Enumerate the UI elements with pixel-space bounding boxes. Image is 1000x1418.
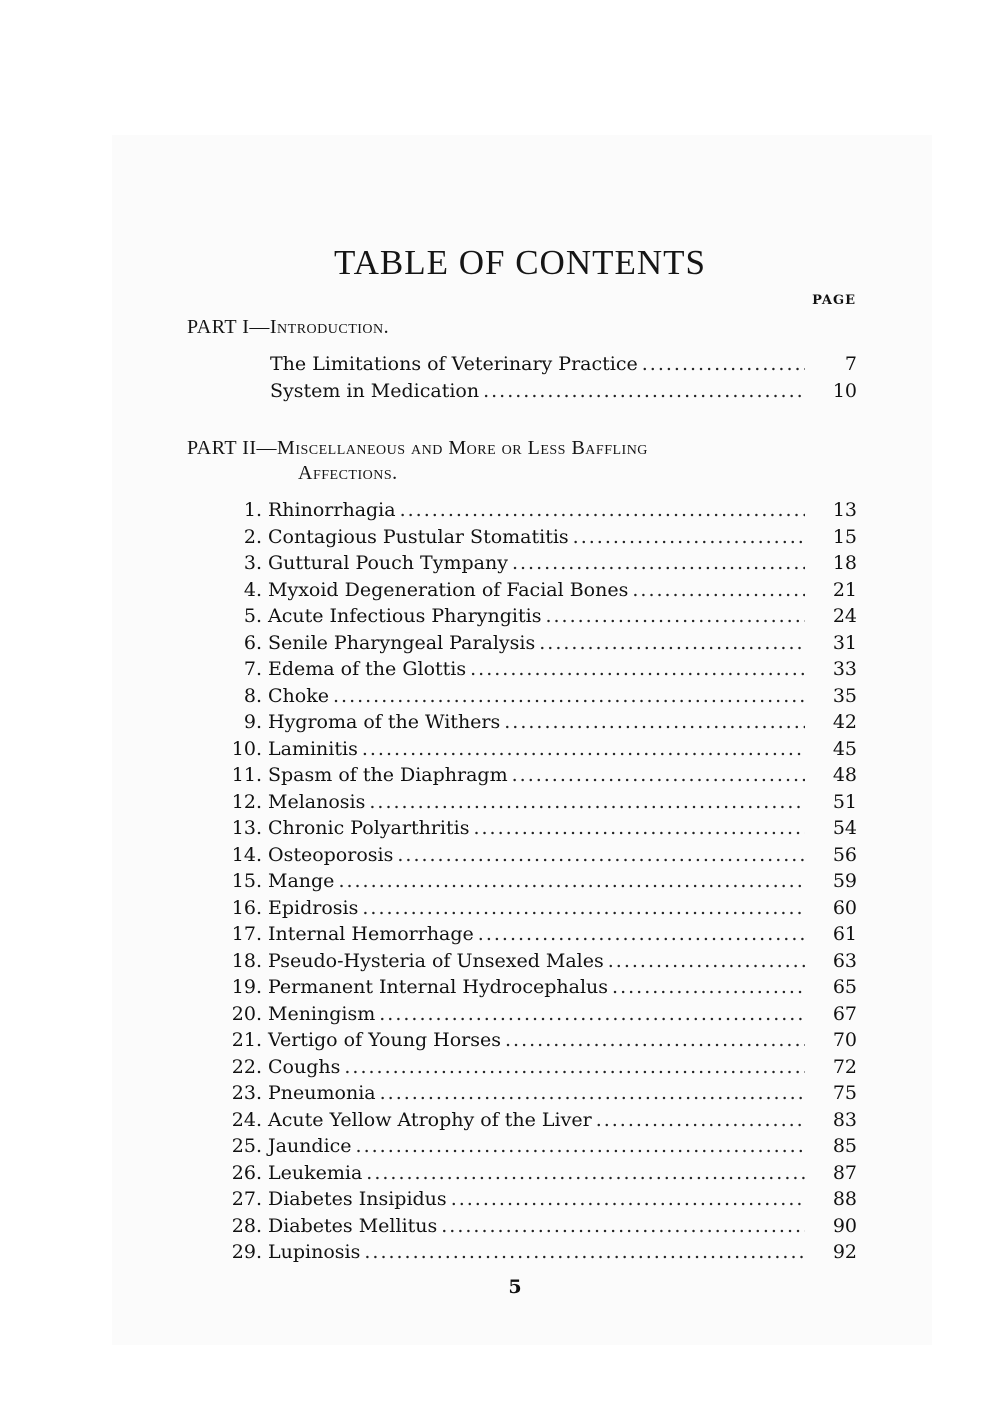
leader-dots (478, 921, 805, 947)
entry-title: Lupinosis (268, 1241, 361, 1263)
leader-dots (504, 709, 805, 735)
entry-number: 16. (231, 896, 262, 919)
toc-entry (222, 497, 857, 523)
entry-page: 24 (832, 605, 857, 627)
entry-page: 35 (832, 684, 857, 707)
entry-page: 67 (832, 1002, 857, 1025)
leader-dots (379, 1001, 805, 1027)
leader-dots (473, 815, 805, 841)
entry-number: 1. (243, 499, 262, 521)
entry-page: 75 (832, 1082, 857, 1104)
leader-dots (400, 497, 805, 523)
entry-title: Permanent Internal Hydrocephalus (268, 976, 609, 998)
entry-title: Pseudo-Hysteria of Unsexed Males (268, 949, 604, 972)
entry-number: 24. (231, 1108, 262, 1131)
toc-entry (222, 948, 857, 974)
entry-page: 42 (832, 711, 857, 733)
entry-number: 13. (231, 817, 262, 839)
entry-title: Guttural Pouch Tympany (268, 552, 508, 574)
entry-page: 72 (832, 1055, 857, 1078)
entry-number: 5. (243, 605, 262, 627)
entry-title: Melanosis (268, 790, 366, 813)
leader-dots (333, 683, 805, 709)
entry-page: 21 (832, 578, 857, 601)
entry-page: 90 (832, 1214, 857, 1237)
entry-title: Acute Yellow Atrophy of the Liver (268, 1108, 592, 1131)
leader-dots (545, 603, 805, 629)
entry-title: Diabetes Mellitus (268, 1214, 438, 1237)
entry-page: 87 (832, 1161, 857, 1184)
entry-page: 18 (832, 552, 857, 574)
toc-entry (222, 1080, 857, 1106)
entry-page: 83 (832, 1108, 857, 1131)
part-2-title-line-2: Affections. (298, 462, 398, 484)
entry-page: 31 (832, 631, 857, 654)
entry-number: 8. (243, 684, 262, 707)
leader-dots (512, 762, 805, 788)
entry-number: 14. (231, 843, 262, 866)
page-number: 5 (508, 1276, 522, 1298)
entry-title: Jaundice (268, 1135, 352, 1157)
toc-entry (222, 842, 857, 868)
toc-entry (222, 868, 857, 894)
entry-page: 10 (832, 379, 857, 402)
entry-title: Coughs (268, 1055, 341, 1078)
leader-dots (362, 895, 805, 921)
leader-dots (596, 1107, 805, 1133)
leader-dots (356, 1133, 805, 1159)
entry-title: Mange (268, 870, 335, 892)
leader-dots (366, 1160, 805, 1186)
entry-page: 65 (832, 976, 857, 998)
toc-entry (222, 1054, 857, 1080)
toc-entry (222, 815, 857, 841)
toc-entry (222, 974, 857, 1000)
leader-dots (362, 736, 805, 762)
entry-title: Osteoporosis (268, 843, 394, 866)
entry-page: 33 (832, 658, 857, 680)
entry-number: 12. (231, 790, 262, 813)
entry-title: Senile Pharyngeal Paralysis (268, 631, 536, 654)
leader-dots (344, 1054, 805, 1080)
entry-title: Myxoid Degeneration of Facial Bones (268, 578, 629, 601)
entry-number: 2. (243, 525, 262, 548)
entry-title: Epidrosis (268, 896, 359, 919)
entry-number: 10. (231, 737, 262, 760)
entry-title: Internal Hemorrhage (268, 923, 474, 945)
entry-page: 70 (832, 1029, 857, 1051)
entry-title: Edema of the Glottis (268, 658, 467, 680)
toc-entry (222, 550, 857, 576)
toc-entry (222, 630, 857, 656)
toc-entry (222, 1160, 857, 1186)
toc-entry (222, 1186, 857, 1212)
entry-page: 56 (832, 843, 857, 866)
toc-entry (222, 683, 857, 709)
entry-page: 92 (832, 1241, 857, 1263)
toc-entry (222, 921, 857, 947)
toc-entry (222, 524, 857, 550)
entry-number: 18. (231, 949, 262, 972)
entry-title: Diabetes Insipidus (268, 1188, 447, 1210)
entry-number: 27. (231, 1188, 262, 1210)
part-2-heading (187, 437, 648, 460)
part-1-title: Introduction. (269, 316, 390, 338)
toc-entry (222, 895, 857, 921)
part-2-label: PART II— (187, 437, 278, 459)
entry-number: 3. (243, 552, 262, 574)
part-1-label: PART I— (187, 316, 270, 338)
entry-number: 22. (231, 1055, 262, 1078)
toc-entry (222, 1133, 857, 1159)
entry-page: 15 (832, 525, 857, 548)
entry-number: 26. (231, 1161, 262, 1184)
entry-title: The Limitations of Veterinary Practice (270, 353, 638, 375)
toc-entry (222, 789, 857, 815)
entry-number: 21. (231, 1029, 262, 1051)
entry-title: System in Medication (270, 379, 480, 402)
entry-page: 60 (832, 896, 857, 919)
entry-number: 19. (231, 976, 262, 998)
entry-title: Chronic Polyarthritis (268, 817, 470, 839)
entry-number: 6. (243, 631, 262, 654)
leader-dots (369, 789, 805, 815)
toc-entry (222, 736, 857, 762)
leader-dots (364, 1239, 805, 1265)
leader-dots (573, 524, 805, 550)
toc-entry (222, 656, 857, 682)
entry-title: Meningism (268, 1002, 376, 1025)
leader-dots (642, 351, 805, 377)
entry-title: Leukemia (268, 1161, 363, 1184)
entry-number: 15. (231, 870, 262, 892)
leader-dots (397, 842, 805, 868)
entry-page: 61 (832, 923, 857, 945)
toc-entry (222, 1213, 857, 1239)
entry-title: Rhinorrhagia (268, 499, 396, 521)
entry-number: 28. (231, 1214, 262, 1237)
leader-dots (512, 550, 805, 576)
entry-number: 20. (231, 1002, 262, 1025)
entry-title: Contagious Pustular Stomatitis (268, 525, 569, 548)
part-2-title-line-1: Miscellaneous and More or Less Baffling (277, 437, 648, 459)
entry-title: Vertigo of Young Horses (268, 1029, 502, 1051)
entry-title: Laminitis (268, 737, 358, 760)
toc-entry (222, 1027, 857, 1053)
leader-dots (380, 1080, 805, 1106)
toc-entry (222, 1107, 857, 1133)
entry-title: Spasm of the Diaphragm (268, 764, 508, 786)
entry-page: 59 (832, 870, 857, 892)
entry-number: 17. (231, 923, 262, 945)
entry-page: 7 (844, 353, 857, 375)
toc-entry (222, 1239, 857, 1265)
toc-entry (222, 762, 857, 788)
entry-page: 63 (832, 949, 857, 972)
leader-dots (483, 378, 805, 404)
leader-dots (608, 948, 805, 974)
entry-page: 45 (832, 737, 857, 760)
leader-dots (470, 656, 805, 682)
toc-entry (222, 378, 857, 404)
entry-number: 25. (231, 1135, 262, 1157)
leader-dots (451, 1186, 805, 1212)
leader-dots (441, 1213, 805, 1239)
entry-number: 9. (243, 711, 262, 733)
part-1-heading (187, 316, 389, 339)
entry-number: 7. (243, 658, 262, 680)
entry-title: Hygroma of the Withers (268, 711, 501, 733)
toc-entry (222, 709, 857, 735)
toc-entry (222, 577, 857, 603)
leader-dots (632, 577, 805, 603)
entry-title: Acute Infectious Pharyngitis (268, 605, 542, 627)
toc-entry (222, 603, 857, 629)
entry-number: 4. (243, 578, 262, 601)
entry-title: Choke (268, 684, 329, 707)
page-title: TABLE OF CONTENTS (334, 243, 706, 282)
entry-page: 51 (832, 790, 857, 813)
entry-page: 48 (832, 764, 857, 786)
leader-dots (612, 974, 805, 1000)
entry-number: 23. (231, 1082, 262, 1104)
entry-page: 88 (832, 1188, 857, 1210)
leader-dots (505, 1027, 805, 1053)
entry-number: 29. (231, 1241, 262, 1263)
toc-entry (222, 351, 857, 377)
leader-dots (539, 630, 805, 656)
entry-page: 85 (832, 1135, 857, 1157)
entry-page: 13 (832, 499, 857, 521)
entry-title: Pneumonia (268, 1082, 376, 1104)
entry-page: 54 (832, 817, 857, 839)
toc-entry (222, 1001, 857, 1027)
leader-dots (338, 868, 805, 894)
page-column-heading: PAGE (812, 293, 856, 308)
entry-number: 11. (231, 764, 262, 786)
